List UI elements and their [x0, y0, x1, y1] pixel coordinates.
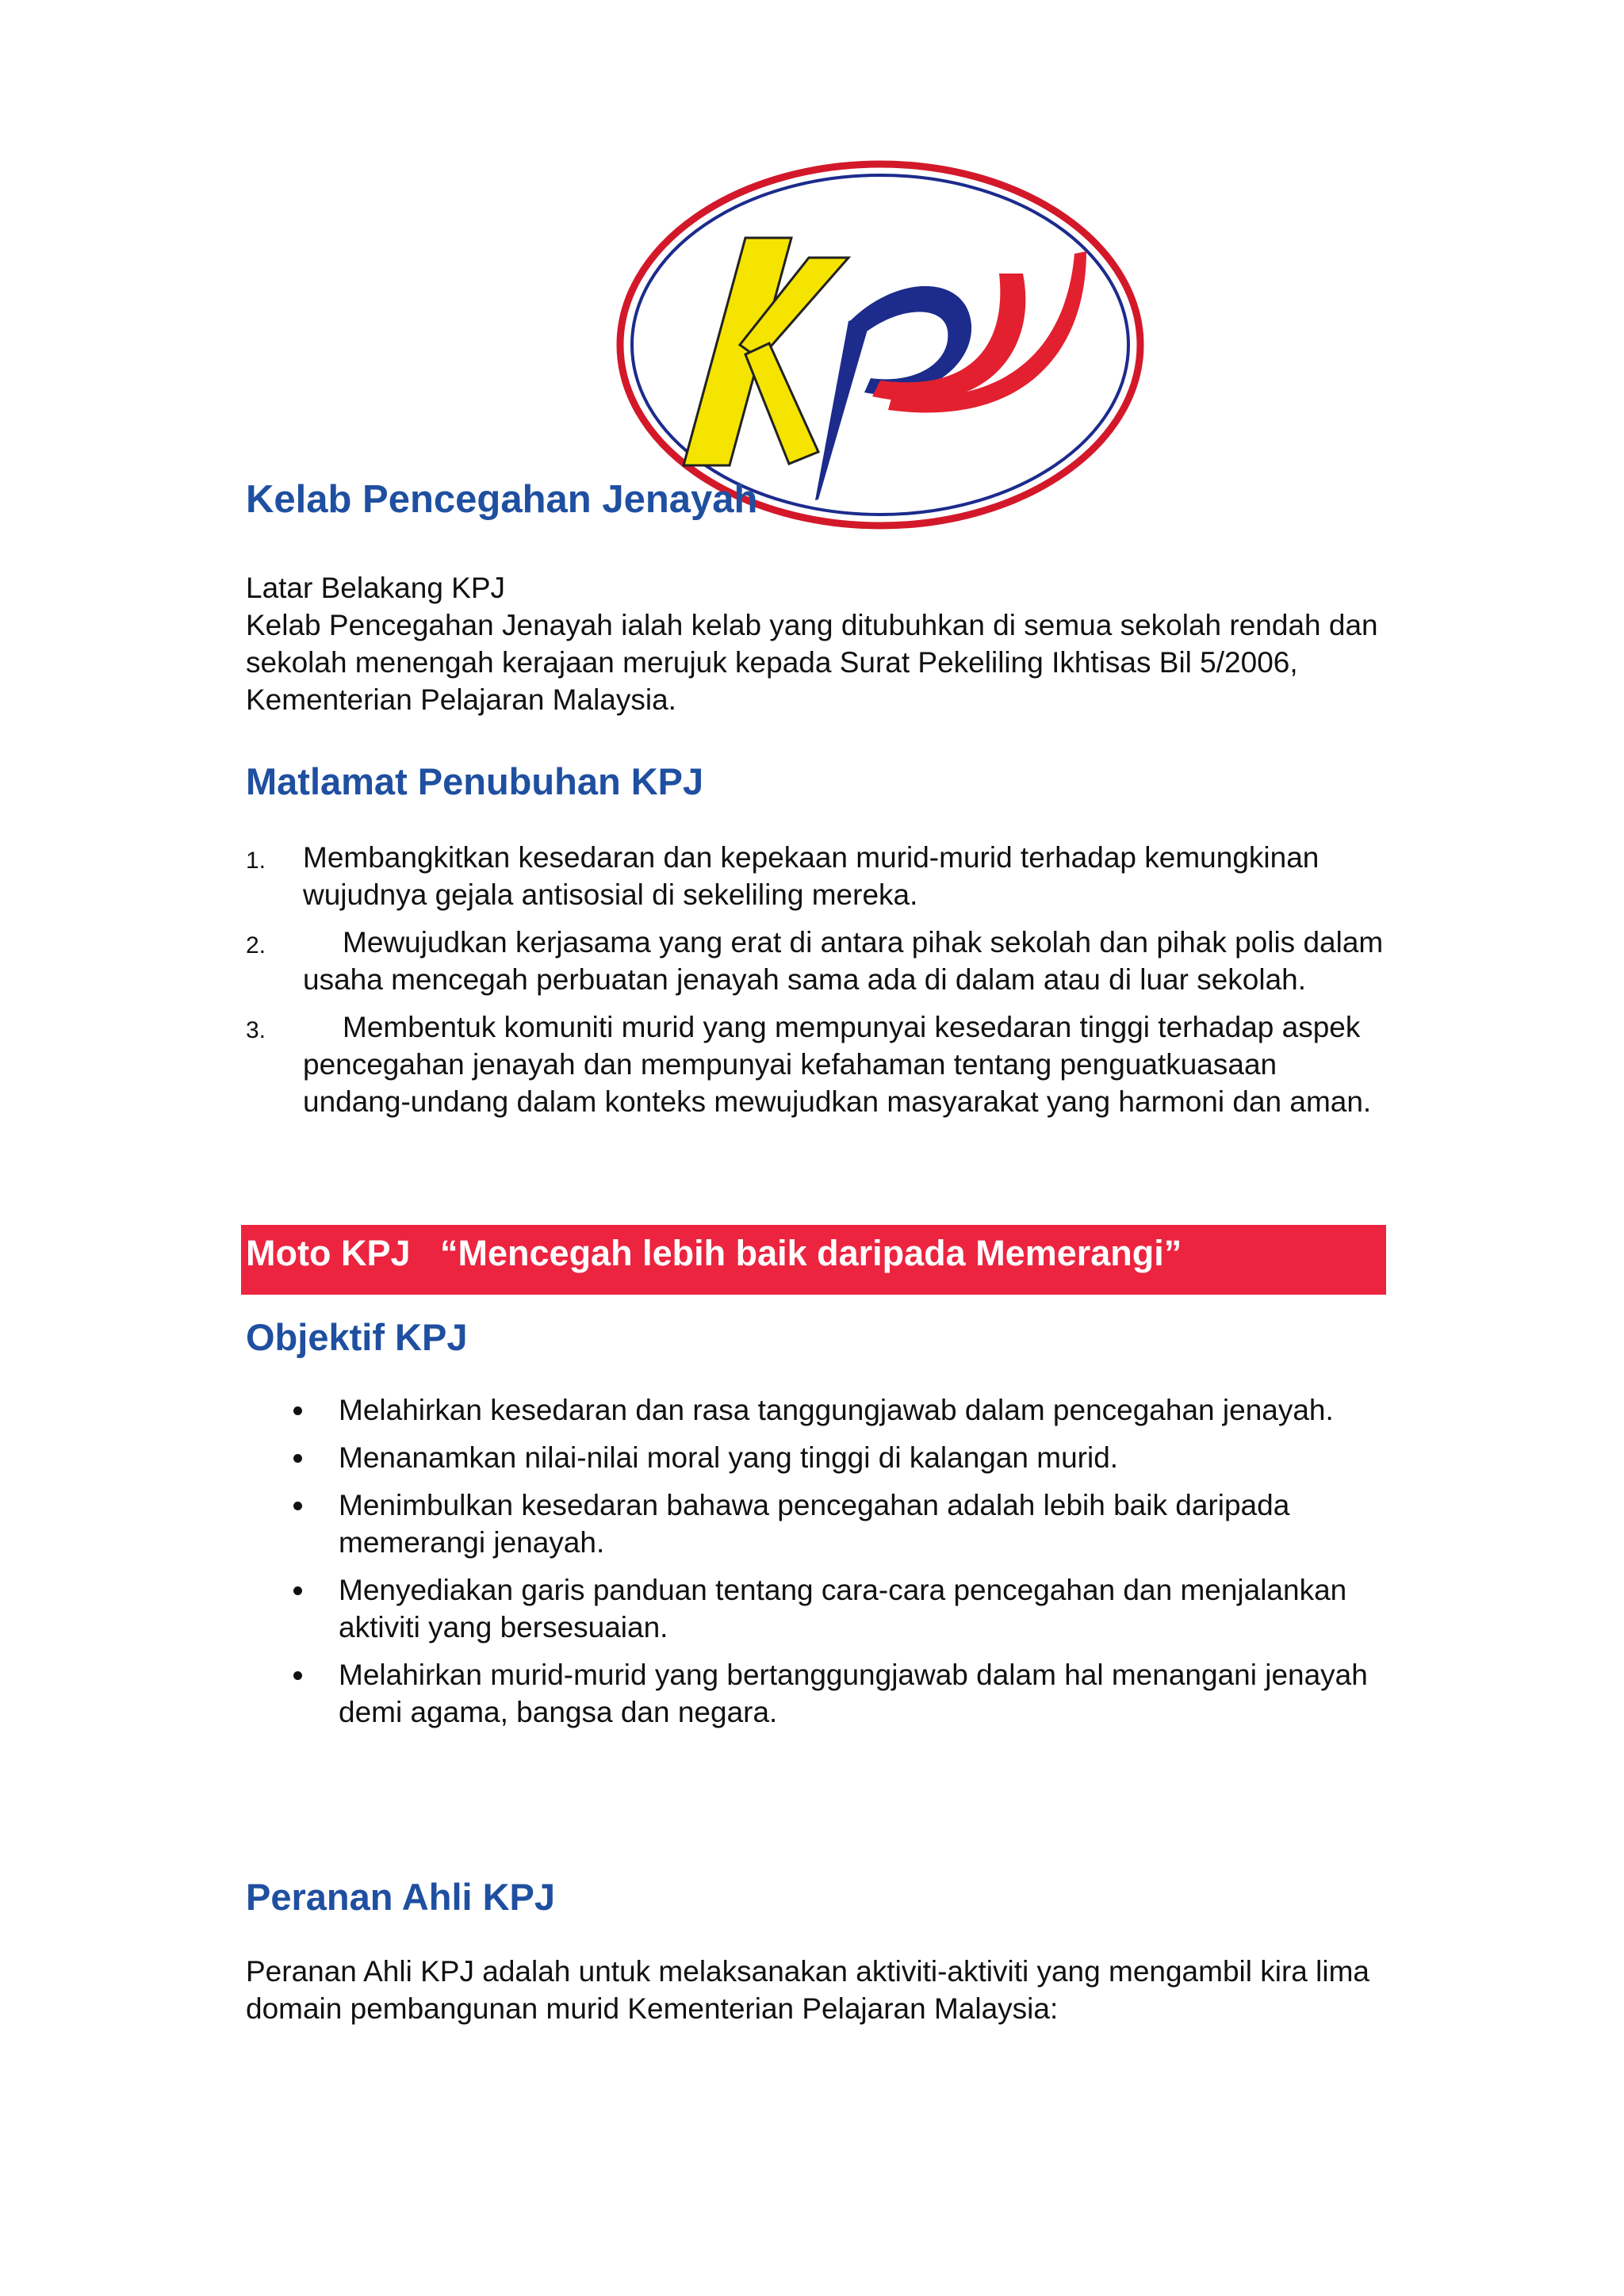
moto-banner — [241, 1225, 1386, 1295]
list-item-text: Menanamkan nilai-nilai moral yang tinggi di kalangan murid. — [339, 1441, 1119, 1474]
matlamat-heading: Matlamat Penubuhan KPJ — [246, 760, 704, 802]
list-item-text: Melahirkan murid-murid yang bertanggungjawab dalam hal menangani jenayah demi agama, bangsa dan negara. — [339, 1659, 1368, 1728]
peranan-heading: Peranan Ahli KPJ — [246, 1876, 556, 1918]
objektif-list — [246, 1391, 1388, 1731]
list-number: 3. — [246, 1017, 266, 1043]
background-text: Kelab Pencegahan Jenayah ialah kelab yang ditubuhkan di semua sekolah rendah dan sekolah menengah kerajaan merujuk kepada Surat Pekeliling Ikhtisas Bil 5/2006, Kementerian Pelajaran Malaysia. — [246, 609, 1378, 716]
bullet-icon — [293, 1671, 302, 1680]
peranan-text: Peranan Ahli KPJ adalah untuk melaksanakan aktiviti-aktiviti yang mengambil kira lima domain pembangunan murid Kementerian Pelajaran Malaysia: — [246, 1955, 1369, 2025]
matlamat-list — [246, 839, 1388, 1120]
moto-label: Moto KPJ — [246, 1233, 411, 1273]
moto-text — [246, 1231, 1182, 1276]
logo-letter-k — [684, 238, 848, 465]
logo-letter-j — [872, 251, 1086, 412]
list-item — [246, 1008, 1388, 1120]
list-item-text: Membentuk komuniti murid yang mempunyai kesedaran tinggi terhadap aspek pencegahan jenayah dan mempunyai kefahaman tentang penguatkuasaan undang-undang dalam konteks mewujudkan masyarakat yang harmoni dan aman. — [303, 1011, 1372, 1118]
list-item — [246, 839, 1388, 913]
bullet-icon — [293, 1454, 302, 1463]
list-item — [246, 1571, 1388, 1646]
list-item — [246, 1656, 1388, 1731]
bullet-icon — [293, 1502, 302, 1510]
moto-quote: “Mencegah lebih baik daripada Memerangi” — [440, 1233, 1182, 1273]
list-number: 1. — [246, 848, 266, 874]
peranan-section — [246, 1873, 1388, 2027]
bullet-icon — [293, 1406, 302, 1415]
bullet-icon — [293, 1586, 302, 1595]
list-item-text: Menyediakan garis panduan tentang cara-cara pencegahan dan menjalankan aktiviti yang bersesuaian. — [339, 1574, 1347, 1644]
objektif-section — [246, 1314, 1388, 1741]
objektif-heading: Objektif KPJ — [246, 1316, 468, 1358]
list-item — [246, 1391, 1388, 1429]
list-item — [246, 924, 1388, 998]
list-number: 2. — [246, 932, 266, 959]
main-content — [246, 476, 1388, 1131]
list-item — [246, 1487, 1388, 1561]
list-item-text: Menimbulkan kesedaran bahawa pencegahan adalah lebih baik daripada memerangi jenayah. — [339, 1489, 1290, 1559]
list-item-text: Membangkitkan kesedaran dan kepekaan murid-murid terhadap kemungkinan wujudnya gejala antisosial di sekeliling mereka. — [303, 841, 1320, 911]
list-item-text: Melahirkan kesedaran dan rasa tanggungjawab dalam pencegahan jenayah. — [339, 1394, 1334, 1426]
page-title: Kelab Pencegahan Jenayah — [246, 478, 758, 521]
list-item-text: Mewujudkan kerjasama yang erat di antara pihak sekolah dan pihak polis dalam usaha mencegah perbuatan jenayah sama ada di dalam atau di luar sekolah. — [303, 926, 1384, 996]
list-item — [246, 1439, 1388, 1476]
background-heading: Latar Belakang KPJ — [246, 572, 506, 604]
